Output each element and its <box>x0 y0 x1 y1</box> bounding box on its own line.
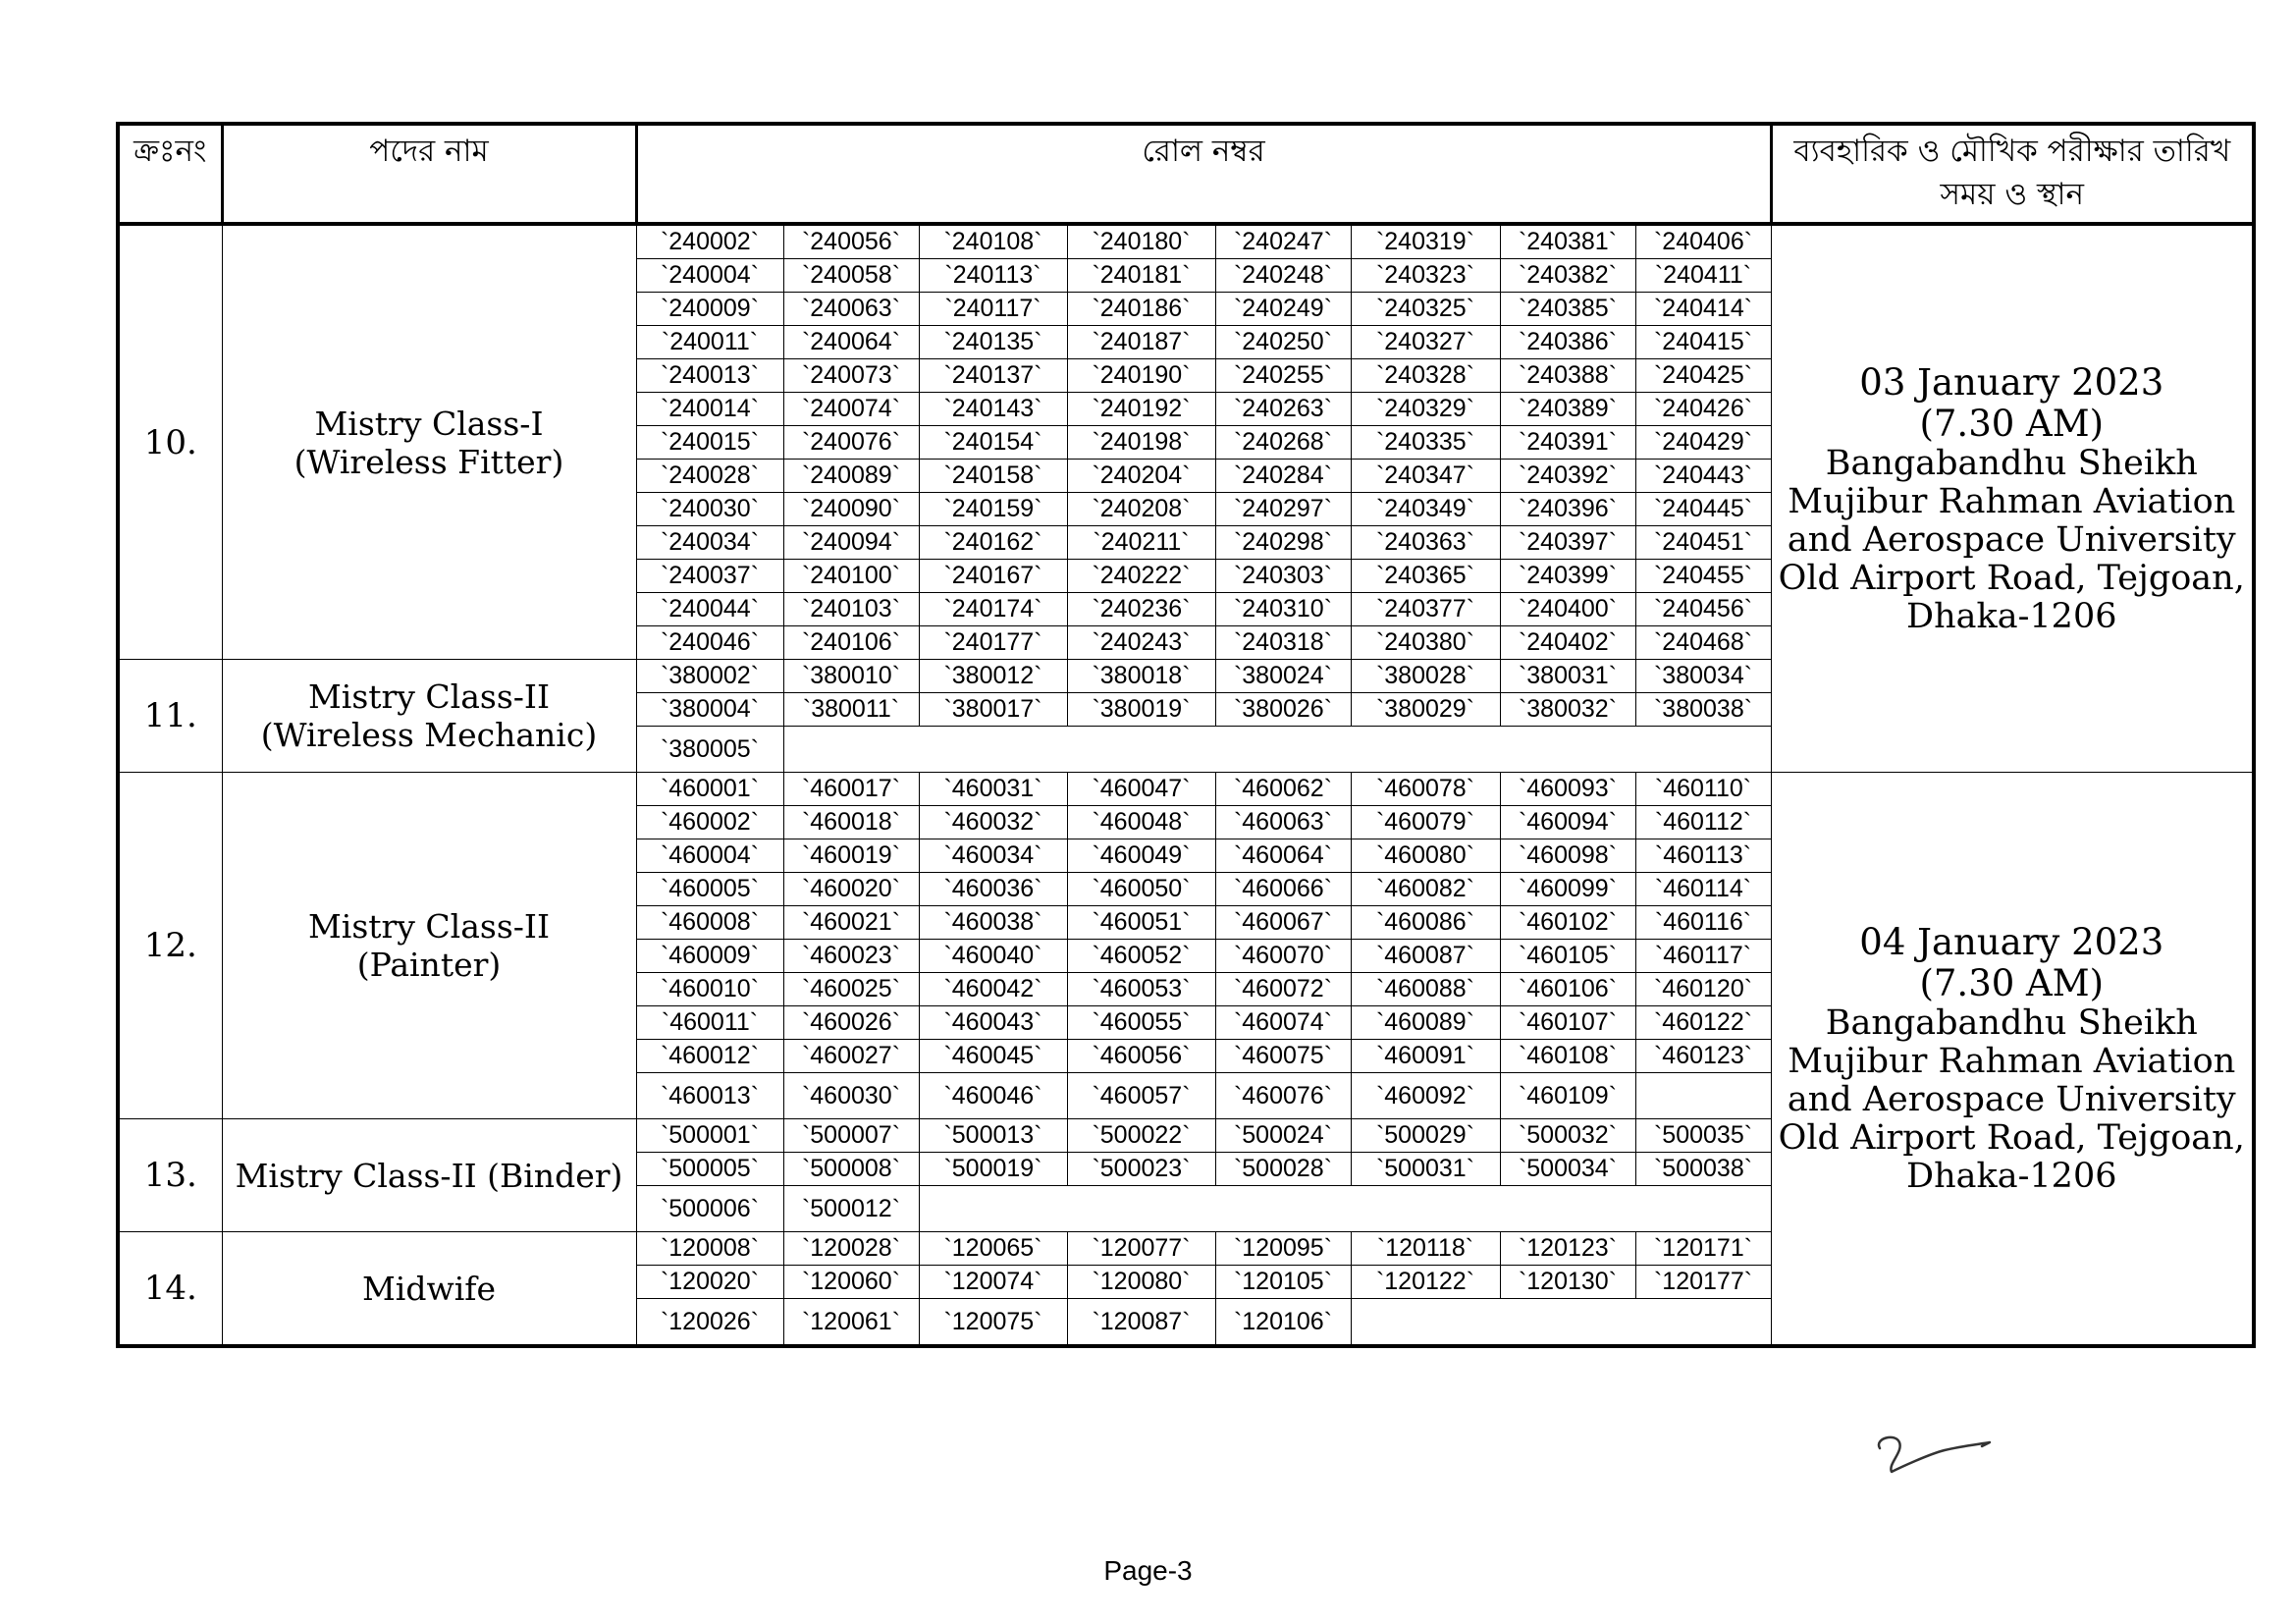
roll-number-cell: `240002` <box>636 224 783 259</box>
roll-number-cell: `460048` <box>1067 806 1215 839</box>
roll-number-cell: `240382` <box>1500 259 1635 293</box>
roll-number-cell: `240250` <box>1215 326 1351 359</box>
roll-number-cell: `240268` <box>1215 426 1351 460</box>
roll-number-cell: `240137` <box>919 359 1067 393</box>
roll-number-cell: `460122` <box>1635 1006 1771 1040</box>
roll-number-cell: `240323` <box>1351 259 1500 293</box>
roll-number-cell: `240445` <box>1635 493 1771 526</box>
roll-number-cell: `240009` <box>636 293 783 326</box>
roll-number-cell: `240204` <box>1067 460 1215 493</box>
roll-number-cell: `240064` <box>783 326 919 359</box>
roll-number-cell: `460063` <box>1215 806 1351 839</box>
roll-number-cell: `380028` <box>1351 660 1500 693</box>
roll-number-cell: `240190` <box>1067 359 1215 393</box>
roll-number-cell: `240094` <box>783 526 919 560</box>
roll-number-cell: `240381` <box>1500 224 1635 259</box>
roll-number-cell: `460102` <box>1500 906 1635 940</box>
roll-number-cell: `240414` <box>1635 293 1771 326</box>
roll-number-cell: `240429` <box>1635 426 1771 460</box>
roll-number-cell: `240399` <box>1500 560 1635 593</box>
roll-number-cell: `380011` <box>783 693 919 727</box>
roll-number-cell: `240162` <box>919 526 1067 560</box>
roll-number-cell: `240325` <box>1351 293 1500 326</box>
roll-number-cell: `460002` <box>636 806 783 839</box>
roll-number-cell: `240328` <box>1351 359 1500 393</box>
roll-number-cell: `460001` <box>636 773 783 806</box>
roll-number-cell: `240443` <box>1635 460 1771 493</box>
serial-header: ক্রঃনং <box>118 124 222 224</box>
roll-number-cell: `240034` <box>636 526 783 560</box>
roll-number-cell: `460051` <box>1067 906 1215 940</box>
roll-number-cell: `240056` <box>783 224 919 259</box>
roll-number-cell: `460004` <box>636 839 783 873</box>
serial-cell: 13. <box>118 1119 222 1232</box>
roll-number-cell: `240037` <box>636 560 783 593</box>
post-name-line1: Mistry Class-II (Binder) <box>235 1156 623 1195</box>
roll-number-cell: `240380` <box>1351 626 1500 660</box>
roll-number-cell: `460066` <box>1215 873 1351 906</box>
roll-number-cell: `460082` <box>1351 873 1500 906</box>
roll-number-cell: `500032` <box>1500 1119 1635 1153</box>
roll-number-cell: `460021` <box>783 906 919 940</box>
roll-number-cell: `240187` <box>1067 326 1215 359</box>
roll-number-cell: `120177` <box>1635 1266 1771 1299</box>
roll-number-cell: `460117` <box>1635 940 1771 973</box>
header-row <box>118 124 2254 224</box>
roll-number-cell: `240222` <box>1067 560 1215 593</box>
roll-number-cell: `240455` <box>1635 560 1771 593</box>
roll-number-cell: `240192` <box>1067 393 1215 426</box>
post-name-line1: Mistry Class-I <box>314 404 544 443</box>
roll-number-cell: `460072` <box>1215 973 1351 1006</box>
roll-number-cell: `240208` <box>1067 493 1215 526</box>
roll-number-cell: `460023` <box>783 940 919 973</box>
roll-number-cell: `240468` <box>1635 626 1771 660</box>
exam-date-header <box>1771 124 2254 224</box>
roll-number-cell: `240135` <box>919 326 1067 359</box>
empty-cell <box>1635 1073 1771 1119</box>
roll-number-cell: `240011` <box>636 326 783 359</box>
roll-number-cell: `240319` <box>1351 224 1500 259</box>
roll-number-cell: `460113` <box>1635 839 1771 873</box>
roll-number-cell: `460045` <box>919 1040 1067 1073</box>
roll-number-cell: `240030` <box>636 493 783 526</box>
roll-number-cell: `500012` <box>783 1186 919 1232</box>
roll-number-cell: `240073` <box>783 359 919 393</box>
roll-number-cell: `500024` <box>1215 1119 1351 1153</box>
roll-number-cell: `380018` <box>1067 660 1215 693</box>
exam-date-header-line1: ব্যবহারিক ও মৌখিক পরীক্ষার তারিখ <box>1793 134 2231 169</box>
roll-number-cell: `460056` <box>1067 1040 1215 1073</box>
roll-number-cell: `240451` <box>1635 526 1771 560</box>
venue-address-line: Dhaka-1206 <box>1906 596 2117 636</box>
roll-number-cell: `240363` <box>1351 526 1500 560</box>
roll-number-cell: `240425` <box>1635 359 1771 393</box>
roll-number-cell: `240174` <box>919 593 1067 626</box>
roll-number-table <box>116 122 2256 1348</box>
roll-number-cell: `240391` <box>1500 426 1635 460</box>
roll-number-cell: `240386` <box>1500 326 1635 359</box>
roll-number-cell: `460012` <box>636 1040 783 1073</box>
roll-number-cell: `240108` <box>919 224 1067 259</box>
roll-number-cell: `240186` <box>1067 293 1215 326</box>
roll-number-cell: `460076` <box>1215 1073 1351 1119</box>
page-number: Page-3 <box>1103 1555 1193 1586</box>
roll-number-cell: `460107` <box>1500 1006 1635 1040</box>
roll-number-cell: `460062` <box>1215 773 1351 806</box>
roll-number-cell: `500031` <box>1351 1153 1500 1186</box>
roll-number-cell: `240159` <box>919 493 1067 526</box>
roll-number-cell: `460074` <box>1215 1006 1351 1040</box>
roll-number-cell: `500022` <box>1067 1119 1215 1153</box>
roll-number-cell: `120087` <box>1067 1299 1215 1347</box>
roll-number-cell: `460120` <box>1635 973 1771 1006</box>
roll-number-cell: `460088` <box>1351 973 1500 1006</box>
roll-number-cell: `240058` <box>783 259 919 293</box>
venue-address-line: and Aerospace University <box>1787 519 2236 560</box>
roll-number-cell: `120075` <box>919 1299 1067 1347</box>
roll-number-cell: `380026` <box>1215 693 1351 727</box>
roll-number-cell: `240181` <box>1067 259 1215 293</box>
roll-number-cell: `240347` <box>1351 460 1500 493</box>
roll-number-cell: `500006` <box>636 1186 783 1232</box>
roll-number-cell: `240090` <box>783 493 919 526</box>
roll-number-cell: `240406` <box>1635 224 1771 259</box>
roll-number-cell: `240310` <box>1215 593 1351 626</box>
roll-number-cell: `380031` <box>1500 660 1635 693</box>
roll-number-cell: `120061` <box>783 1299 919 1347</box>
roll-number-cell: `460092` <box>1351 1073 1500 1119</box>
roll-number-cell: `380004` <box>636 693 783 727</box>
roll-number-cell: `460013` <box>636 1073 783 1119</box>
roll-number-cell: `500005` <box>636 1153 783 1186</box>
roll-number-cell: `460112` <box>1635 806 1771 839</box>
roll-number-cell: `460027` <box>783 1040 919 1073</box>
roll-number-cell: `500007` <box>783 1119 919 1153</box>
roll-number-cell: `240028` <box>636 460 783 493</box>
roll-number-cell: `240113` <box>919 259 1067 293</box>
roll-number-cell: `380005` <box>636 727 783 773</box>
roll-number-cell: `460017` <box>783 773 919 806</box>
roll-number-cell: `460055` <box>1067 1006 1215 1040</box>
roll-number-cell: `380017` <box>919 693 1067 727</box>
roll-number-cell: `500034` <box>1500 1153 1635 1186</box>
exam-venue-cell <box>1771 224 2254 773</box>
roll-number-cell: `240154` <box>919 426 1067 460</box>
serial-cell: 14. <box>118 1232 222 1347</box>
roll-number-cell: `500029` <box>1351 1119 1500 1153</box>
roll-number-cell: `240402` <box>1500 626 1635 660</box>
roll-number-cell: `240318` <box>1215 626 1351 660</box>
roll-number-cell: `460036` <box>919 873 1067 906</box>
roll-number-cell: `460019` <box>783 839 919 873</box>
post-name-cell <box>222 773 636 1119</box>
roll-number-cell: `240211` <box>1067 526 1215 560</box>
roll-number-cell: `380032` <box>1500 693 1635 727</box>
roll-number-cell: `460030` <box>783 1073 919 1119</box>
roll-number-cell: `460114` <box>1635 873 1771 906</box>
roll-number-cell: `460087` <box>1351 940 1500 973</box>
roll-number-cell: `460020` <box>783 873 919 906</box>
roll-number-cell: `240411` <box>1635 259 1771 293</box>
table-body <box>118 224 2254 1346</box>
venue-address-line: Dhaka-1206 <box>1906 1156 2117 1196</box>
roll-number-cell: `500038` <box>1635 1153 1771 1186</box>
roll-number-cell: `240076` <box>783 426 919 460</box>
roll-number-cell: `460064` <box>1215 839 1351 873</box>
roll-number-cell: `460089` <box>1351 1006 1500 1040</box>
roll-number-cell: `240335` <box>1351 426 1500 460</box>
roll-number-cell: `460040` <box>919 940 1067 973</box>
post-name-line2: (Wireless Mechanic) <box>260 716 598 754</box>
roll-number-cell: `240167` <box>919 560 1067 593</box>
roll-number-cell: `240247` <box>1215 224 1351 259</box>
roll-number-cell: `120122` <box>1351 1266 1500 1299</box>
roll-number-cell: `240046` <box>636 626 783 660</box>
roll-number-cell: `500013` <box>919 1119 1067 1153</box>
roll-number-cell: `460057` <box>1067 1073 1215 1119</box>
roll-number-cell: `240074` <box>783 393 919 426</box>
roll-number-cell: `240349` <box>1351 493 1500 526</box>
roll-number-cell: `240396` <box>1500 493 1635 526</box>
roll-number-cell: `240284` <box>1215 460 1351 493</box>
table-row <box>118 224 2254 259</box>
roll-number-cell: `240177` <box>919 626 1067 660</box>
roll-number-cell: `120020` <box>636 1266 783 1299</box>
roll-number-cell: `460011` <box>636 1006 783 1040</box>
roll-number-cell: `460038` <box>919 906 1067 940</box>
roll-number-cell: `500023` <box>1067 1153 1215 1186</box>
roll-number-cell: `240400` <box>1500 593 1635 626</box>
roll-number-cell: `240298` <box>1215 526 1351 560</box>
post-name-cell <box>222 1119 636 1232</box>
roll-number-cell: `460078` <box>1351 773 1500 806</box>
roll-number-cell: `460005` <box>636 873 783 906</box>
roll-number-cell: `460105` <box>1500 940 1635 973</box>
post-name-cell <box>222 1232 636 1347</box>
roll-number-cell: `240015` <box>636 426 783 460</box>
roll-number-cell: `240456` <box>1635 593 1771 626</box>
roll-number-cell: `240392` <box>1500 460 1635 493</box>
empty-cell <box>919 1186 1771 1232</box>
roll-number-cell: `380012` <box>919 660 1067 693</box>
roll-number-cell: `460099` <box>1500 873 1635 906</box>
roll-number-cell: `120028` <box>783 1232 919 1266</box>
exam-time: (7.30 AM) <box>1919 961 2105 1004</box>
roll-number-cell: `120065` <box>919 1232 1067 1266</box>
roll-number-cell: `460094` <box>1500 806 1635 839</box>
roll-number-cell: `460031` <box>919 773 1067 806</box>
roll-number-cell: `460086` <box>1351 906 1500 940</box>
roll-number-cell: `460053` <box>1067 973 1215 1006</box>
roll-number-cell: `460070` <box>1215 940 1351 973</box>
roll-number-cell: `460026` <box>783 1006 919 1040</box>
roll-number-cell: `460079` <box>1351 806 1500 839</box>
roll-number-cell: `240243` <box>1067 626 1215 660</box>
roll-number-cell: `460052` <box>1067 940 1215 973</box>
roll-number-cell: `460116` <box>1635 906 1771 940</box>
roll-number-cell: `240198` <box>1067 426 1215 460</box>
roll-number-cell: `460032` <box>919 806 1067 839</box>
roll-number-cell: `240106` <box>783 626 919 660</box>
roll-number-cell: `460106` <box>1500 973 1635 1006</box>
roll-number-cell: `120074` <box>919 1266 1067 1299</box>
roll-number-cell: `460047` <box>1067 773 1215 806</box>
serial-cell: 12. <box>118 773 222 1119</box>
roll-number-cell: `460067` <box>1215 906 1351 940</box>
roll-number-cell: `460009` <box>636 940 783 973</box>
venue-address-line: Bangabandhu Sheikh <box>1825 1002 2198 1043</box>
roll-number-cell: `240044` <box>636 593 783 626</box>
roll-number-cell: `120008` <box>636 1232 783 1266</box>
roll-number-cell: `240063` <box>783 293 919 326</box>
roll-number-cell: `500008` <box>783 1153 919 1186</box>
roll-number-cell: `460050` <box>1067 873 1215 906</box>
roll-number-cell: `380038` <box>1635 693 1771 727</box>
roll-number-cell: `240103` <box>783 593 919 626</box>
roll-number-cell: `460008` <box>636 906 783 940</box>
roll-number-cell: `240389` <box>1500 393 1635 426</box>
post-name-line1: Midwife <box>361 1269 496 1308</box>
empty-cell <box>1351 1299 1771 1347</box>
roll-number-cell: `240180` <box>1067 224 1215 259</box>
roll-number-cell: `240143` <box>919 393 1067 426</box>
roll-number-cell: `240415` <box>1635 326 1771 359</box>
post-name-line2: (Wireless Fitter) <box>294 442 564 481</box>
roll-number-cell: `120171` <box>1635 1232 1771 1266</box>
roll-number-cell: `460042` <box>919 973 1067 1006</box>
roll-number-cell: `240158` <box>919 460 1067 493</box>
venue-address-line: Mujibur Rahman Aviation <box>1788 1041 2236 1081</box>
post-name-cell <box>222 660 636 773</box>
roll-number-cell: `240248` <box>1215 259 1351 293</box>
roll-number-cell: `460018` <box>783 806 919 839</box>
venue-address-line: Mujibur Rahman Aviation <box>1788 481 2236 521</box>
roll-number-cell: `240327` <box>1351 326 1500 359</box>
venue-address-line: Old Airport Road, Tejgoan, <box>1778 558 2245 598</box>
roll-number-cell: `380019` <box>1067 693 1215 727</box>
roll-numbers-header: রোল নম্বর <box>636 124 1771 224</box>
exam-date-header-line2: সময় ও স্থান <box>1940 177 2085 212</box>
roll-number-cell: `240297` <box>1215 493 1351 526</box>
roll-number-cell: `240385` <box>1500 293 1635 326</box>
post-name-line1: Mistry Class-II <box>307 907 551 946</box>
roll-number-cell: `460049` <box>1067 839 1215 873</box>
roll-number-cell: `240236` <box>1067 593 1215 626</box>
venue-address-line: and Aerospace University <box>1787 1079 2236 1119</box>
roll-number-cell: `120060` <box>783 1266 919 1299</box>
roll-number-cell: `240014` <box>636 393 783 426</box>
roll-number-cell: `460080` <box>1351 839 1500 873</box>
roll-number-cell: `380034` <box>1635 660 1771 693</box>
roll-number-cell: `240255` <box>1215 359 1351 393</box>
venue-address-line: Bangabandhu Sheikh <box>1825 443 2198 483</box>
roll-number-cell: `240117` <box>919 293 1067 326</box>
roll-number-cell: `460108` <box>1500 1040 1635 1073</box>
table-row <box>118 773 2254 806</box>
serial-cell: 11. <box>118 660 222 773</box>
venue-address-line: Old Airport Road, Tejgoan, <box>1778 1117 2245 1158</box>
roll-number-cell: `120026` <box>636 1299 783 1347</box>
roll-number-cell: `240365` <box>1351 560 1500 593</box>
post-name-line2: (Painter) <box>356 946 502 984</box>
roll-number-cell: `380002` <box>636 660 783 693</box>
roll-number-cell: `120130` <box>1500 1266 1635 1299</box>
roll-number-cell: `120080` <box>1067 1266 1215 1299</box>
roll-number-cell: `240303` <box>1215 560 1351 593</box>
roll-number-cell: `460110` <box>1635 773 1771 806</box>
roll-number-cell: `240013` <box>636 359 783 393</box>
roll-number-cell: `460025` <box>783 973 919 1006</box>
empty-cell <box>783 727 1771 773</box>
roll-number-cell: `460091` <box>1351 1040 1500 1073</box>
roll-number-cell: `120106` <box>1215 1299 1351 1347</box>
roll-number-cell: `120105` <box>1215 1266 1351 1299</box>
roll-number-cell: `460123` <box>1635 1040 1771 1073</box>
roll-number-cell: `380024` <box>1215 660 1351 693</box>
exam-date: 03 January 2023 <box>1859 360 2164 404</box>
post-name-line1: Mistry Class-II <box>307 677 551 716</box>
post-name-header: পদের নাম <box>222 124 636 224</box>
roll-number-cell: `240377` <box>1351 593 1500 626</box>
exam-date: 04 January 2023 <box>1859 920 2164 963</box>
roll-number-cell: `240004` <box>636 259 783 293</box>
roll-number-cell: `120118` <box>1351 1232 1500 1266</box>
roll-number-cell: `120095` <box>1215 1232 1351 1266</box>
roll-number-cell: `460010` <box>636 973 783 1006</box>
roll-number-cell: `500035` <box>1635 1119 1771 1153</box>
roll-number-cell: `380029` <box>1351 693 1500 727</box>
roll-number-cell: `380010` <box>783 660 919 693</box>
roll-number-cell: `240089` <box>783 460 919 493</box>
roll-number-cell: `460043` <box>919 1006 1067 1040</box>
roll-number-cell: `240249` <box>1215 293 1351 326</box>
roll-number-cell: `460098` <box>1500 839 1635 873</box>
roll-number-cell: `240426` <box>1635 393 1771 426</box>
roll-number-cell: `120123` <box>1500 1232 1635 1266</box>
roll-number-cell: `460093` <box>1500 773 1635 806</box>
signature-mark <box>1870 1429 1998 1497</box>
roll-number-cell: `460046` <box>919 1073 1067 1119</box>
roll-number-cell: `240397` <box>1500 526 1635 560</box>
roll-number-cell: `500019` <box>919 1153 1067 1186</box>
exam-venue-cell <box>1771 773 2254 1347</box>
roll-number-cell: `460109` <box>1500 1073 1635 1119</box>
roll-number-cell: `240329` <box>1351 393 1500 426</box>
serial-cell: 10. <box>118 224 222 660</box>
roll-number-cell: `460034` <box>919 839 1067 873</box>
roll-number-cell: `500001` <box>636 1119 783 1153</box>
post-name-cell <box>222 224 636 660</box>
roll-number-cell: `120077` <box>1067 1232 1215 1266</box>
roll-number-cell: `240388` <box>1500 359 1635 393</box>
exam-time: (7.30 AM) <box>1919 402 2105 445</box>
roll-number-cell: `240100` <box>783 560 919 593</box>
roll-number-cell: `460075` <box>1215 1040 1351 1073</box>
roll-number-cell: `500028` <box>1215 1153 1351 1186</box>
roll-number-cell: `240263` <box>1215 393 1351 426</box>
